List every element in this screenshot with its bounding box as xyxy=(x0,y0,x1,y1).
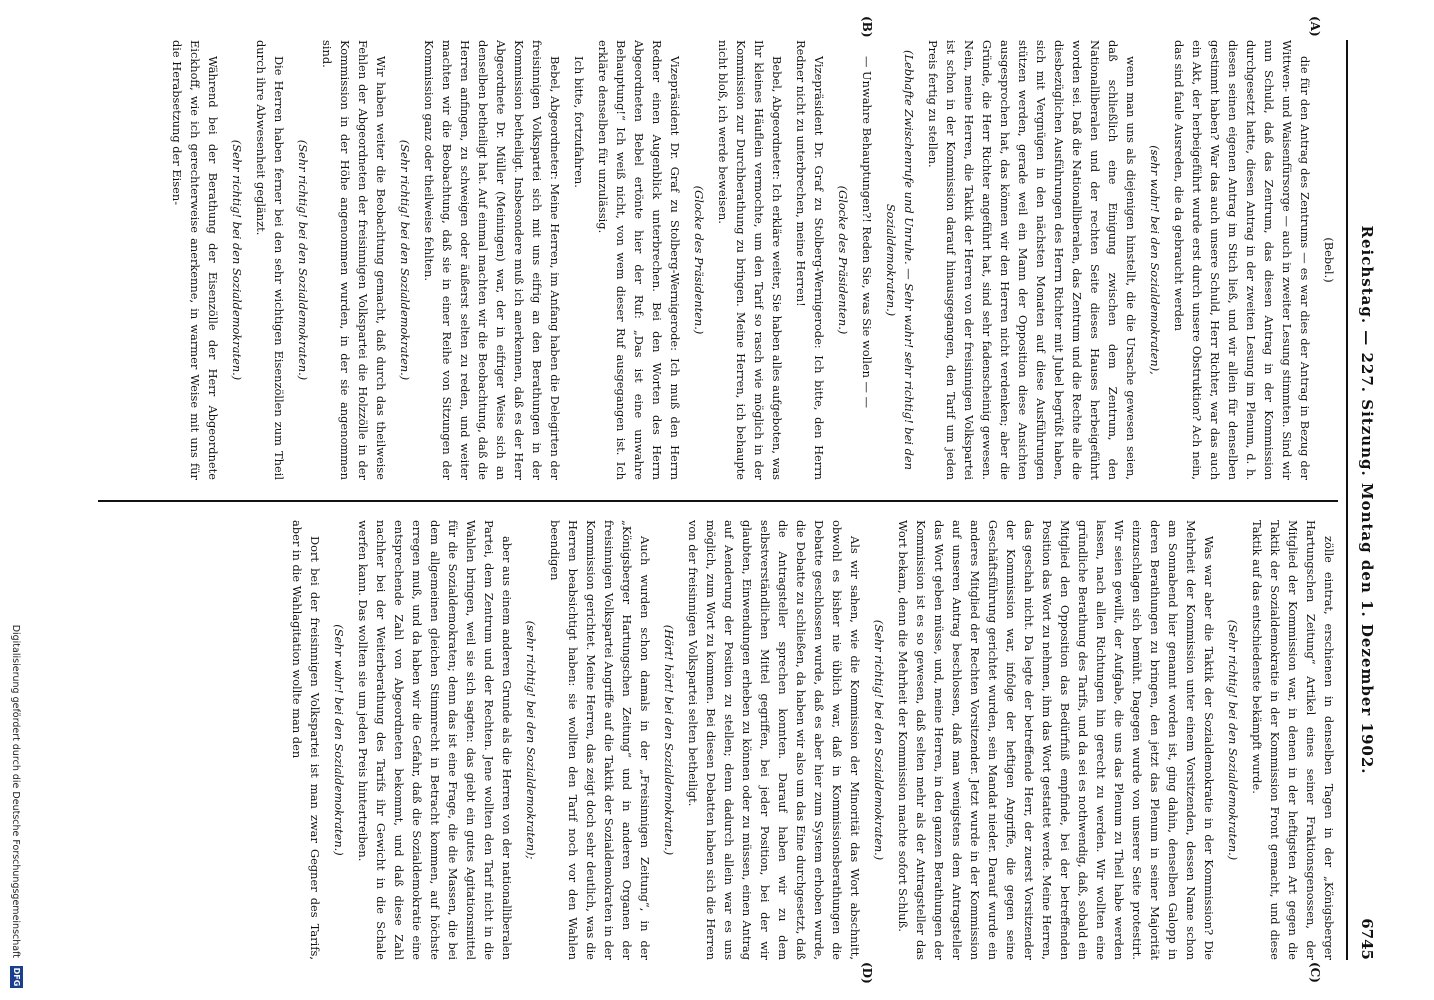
interjection: (sehr richtig! bei den Sozialdemokraten); xyxy=(524,620,538,860)
paragraph: Die Herren haben ferner bei den sehr wichtigen Eisenzöllen zum Theil durch ihre Abwesenheit geglänzt. xyxy=(254,40,286,480)
paragraph: Vizepräsident Dr. Graf zu Stolberg-Wernigerode: Ich bitte, den Herrn Redner nicht zu unterbrechen, meine Herren! xyxy=(794,40,826,480)
interjection: (Glocke des Präsidenten.) xyxy=(692,185,706,335)
interjection: (Sehr richtig! bei den Sozialdemokraten.) xyxy=(1226,619,1240,861)
paragraph: Während bei der Berathung der Eisenzölle der Herr Abgeordnete Eickhoff, wie ich gerechterweise anerkenne, in warmer Weise mit uns für die Herabsetzung der Eisen- xyxy=(170,40,220,480)
paragraph: wenn man uns als diejenigen hinstellt, die die Ursache gewesen seien, daß schließlich eine Einigung zwischen dem Zentrum, den Nationalliberalen und der rechten Seite dieses Hauses herbeigeführt worden sei. Daß die Nationalliberalen, das Zentrum und die Rechte alle die diesbezüglichen Ausführungen des Herrn Richter mit Jubel begrüßt haben, sich mit Vergnügen in den nächsten Monaten auf diese Ausführungen stützen werden, gerade weil ein Mann der Opposition diese Ansichten ausgesprochen hat, das können wir den Herren nicht verdenken; aber die Gründe, die Herr Richter angeführt hat, sind sehr fadenscheinig gewesen. Nein, meine Herren, die Taktik der Herren von der freisinnigen Volkspartei ist schon in der Kommission darauf hinausgegangen, den Tarif um jeden Preis fertig zu stellen. xyxy=(926,40,1138,480)
interjection: (Glocke des Präsidenten.) xyxy=(836,185,850,335)
interjection: (Sehr wahr! bei den Sozialdemokraten.) xyxy=(332,624,346,856)
paragraph: Was war aber die Taktik der Sozialdemokratie in der Kommission? Die Mehrheit der Kommission unter einem Vorsitzenden, dessen Name schon am Sonnabend hier genannt worden ist, ging dahin, denselben Galopp in deren Berathungen zu bringen, den jetzt das Plenum in seiner Majorität einzuschlagen sich bemüht. Dagegen wurde von unserer Seite protestirt. Wir seien gewillt, der Aufgabe, die uns das Plenum zu Theil habe werden lassen, nach allen Richtungen hin gerecht zu werden. Wir wollten eine gründliche Berathung des Tarifs, und da sei es nothwendig, daß, sobald ein Mitglied den Opposition das Bedürfniß empfinde, bei der betreffenden Position das Wort zu nehmen, ihm das Wort gestattet werde. Meine Herren, das geschah nicht. Da legte der betreffende Herr, der zuerst Vorsitzender der Kommission war, infolge der heftigen Angriffe, die gegen seine Geschäftsführung gerichtet wurden, sein Mandat nieder. Darauf wurde ein anderes Mitglied der Rechten Vorsitzender. Jetzt wurde in der Kommission auf unseren Antrag beschlossen, daß man wenigstens dem Antragsteller das Wort geben müsse, und, meine Herren, in den ganzen Berathungen der Kommission ist es so gewesen, daß selten mehr als der Antragsteller das Wort bekam, denn die Mehrheit der Kommission machte sofort Schluß. xyxy=(896,520,1216,960)
paragraph: Als wir sahen, wie die Kommission der Minorität das Wort abschnitt, obwohl es bisher nie üblich war, daß in Kommissionsberathungen die Debatte geschlossen wurde, daß es aber hier zum System erhoben wurde, die Debatte zu schließen, da haben wir also um das Eine durchgesetzt, daß die Antragsteller sprechen konnten. Darauf haben wir zu dem selbstverständlichen Mittel gegriffen, bei jeder Position, bei der wir glaubten, Einwendungen erheben zu können oder zu müssen, einen Antrag auf Aenderung der Position zu stellen; denn dadurch allein war es uns möglich, zum Wort zu kommen. Bei diesen Debatten haben sich die Herren von der freisinnigen Volkspartei selten betheiligt. xyxy=(686,520,862,960)
margin-mark-b: (B) xyxy=(860,16,874,38)
header-rule xyxy=(1346,40,1348,960)
interjection: (Sehr richtig! bei den Sozialdemokraten.) xyxy=(398,139,412,381)
document-page xyxy=(34,0,1434,1000)
margin-mark-c: (C) xyxy=(1308,962,1322,983)
paragraph: Vizepräsident Dr. Graf zu Stolberg-Wernigerode: Ich muß den Herrn Redner einen Augenblick unterbrechen. Bei den Worten des Herrn Abgeordneten Bebel ertönte hier der Ruf: „Das ist eine unwahre Behauptung!“ Ich weiß nicht, von wem dieser Ruf ausgegangen ist. Ich erkläre denselben für unzulässig. xyxy=(596,40,682,480)
paragraph: zölle eintrat, erschienen in denselben Tagen in der „Königsberger Hartungschen Zeitung“ Artikel eines seiner Fraktionsgenossen, der Mitglied der Kommission war, in denen in der heftigsten Art gegen die Taktik der Sozialdemokratie in der Kommission Front gemacht, und diese Taktik auf das entschiedenste bekämpft wurde. xyxy=(1250,520,1336,960)
interjection: (Hört! hört! bei den Sozialdemokraten.) xyxy=(662,624,676,856)
paragraph: Bebel, Abgeordneter: Meine Herren, im Anfang haben die Delegirten der freisinnigen Volkspartei sich mit uns eifrig an den Berathungen in der Kommission betheiligt. Insbesondere muß ich anerkennen, daß es der Herr Abgeordnete Dr. Müller (Meiningen) war, der in eifriger Weise sich an denselben betheiligt hat. Auf einmal machten wir die Beobachtung, daß die Herren anfingen, zu schweigen oder äußerst selten zu reden, und weiter machten wir die Beobachtung, daß sie in einer Reihe von Sitzungen der Kommission ganz oder theilweise fehlten. xyxy=(422,40,562,480)
paragraph: die für den Antrag des Zentrums — es war dies der Antrag in Bezug der Wittwen- und Waisenfürsorge — auch in zweiter Lesung stimmten. Sind wir nun Schuld, daß das Zentrum, das diesen Antrag in der Kommission durchgesetzt hatte, diesen Antrag in der zweiten Lesung im Plenum, d. h. diesen seinen eigenen Antrag im Stich ließ, und wir allein für denselben gestimmt haben? War das auch unsere Schuld, Herr Richter, war das auch ein Akt, der herbeigeführt wurde erst durch unsere Obstruktion? Ach nein, das sind faule Ausreden, die da gebraucht werden xyxy=(1172,40,1312,480)
margin-mark-d: (D) xyxy=(860,962,874,984)
digitization-credit: Digitalisierung gefördert durch die Deutsche Forschungsgemeinschaft xyxy=(10,624,21,958)
interjection: (Lebhafte Zwischenrufe und Unruhe. — Sehr wahr! sehr richtig! bei den Sozialdemokraten.) xyxy=(884,50,916,470)
interjection: (sehr wahr! bei den Sozialdemokraten), xyxy=(1148,145,1162,375)
speaker-label: (Bebel.) xyxy=(1322,237,1336,283)
left-column xyxy=(98,40,1338,480)
running-title: Reichstag. — 227. Sitzung. Montag den 1. Dezember 1902. xyxy=(1358,225,1376,775)
paragraph: — Unwahre Behauptungen?! Reden Sie, was Sie wollen — — xyxy=(860,56,874,408)
paragraph: Bebel, Abgeordneter: Ich erkläre weiter, Sie haben alles aufgeboten, was Ihr kleines Häuflein vermochte, um den Tarif so rasch wie möglich in der Kommission zur Durchberathung zu bringen. Meine Herren, ich behaupte nicht bloß, ich werde beweisen. xyxy=(716,40,784,480)
paragraph: Ich bitte, fortzufahren. xyxy=(572,56,586,188)
paragraph: Wir haben weiter die Beobachtung gemacht, daß durch das theilweise Fehlen der Abgeordneten der freisinnigen Volkspartei die Holzzölle in der Kommission in der Höhe angenommen wurden, in der sie angenommen sind. xyxy=(320,40,388,480)
page-header xyxy=(1352,40,1382,960)
paragraph: Dort bei der freisinnigen Volkspartei ist man zwar Gegner des Tarifs, aber in die Wahlagitation wollte man den xyxy=(290,520,322,960)
column-divider xyxy=(98,500,1338,502)
interjection: (Sehr richtig! bei den Sozialdemokraten.) xyxy=(872,619,886,861)
right-column xyxy=(98,520,1338,960)
dfg-logo-icon: DFG xyxy=(12,967,21,987)
page-number: 6745 xyxy=(1358,918,1376,960)
interjection: (Sehr richtig! bei den Sozialdemokraten.) xyxy=(296,139,310,381)
paragraph: aber aus einem anderen Grunde als die Herren von der nationalliberalen Partei, dem Zentrum und der Rechten. Jene wollten den Tarif nicht in die Wahlen bringen, weil sie sich sagten: das giebt ein gutes Agitationsmittel für die Sozialdemokraten; denn das ist eine Frage, die die Massen, die bei dem allgemeinen gleichen Stimmrecht in Betracht kommen, auf höchste erregen muß, und da haben wir die Gefahr, daß die Sozialdemokratie eine entsprechende Zahl von Abgeordneten bekommt, und daß diese Zahl nachher bei der Weiterberathung des Tarifs ihr Gewicht in die Schale werfen kann. Das wollten sie um jeden Preis hintertreiben. xyxy=(356,520,514,960)
paragraph: Auch wurden schon damals in der „Freisinnigen Zeitung“, in der „Königsberger Hartungschen Zeitung“ und in anderen Organen der freisinnigen Volkspartei Angriffe auf die Taktik der Sozialdemokraten in der Kommission gerichtet. Meine Herren, das zeigt doch sehr deutlich, was die Herren beabsichtigt haben: sie wollten den Tarif noch vor den Wahlen beendigen xyxy=(548,520,652,960)
margin-mark-a: (A) xyxy=(1308,16,1322,37)
page-footer xyxy=(2,0,26,1000)
interjection: (Sehr richtig! bei den Sozialdemokraten.) xyxy=(230,139,244,381)
